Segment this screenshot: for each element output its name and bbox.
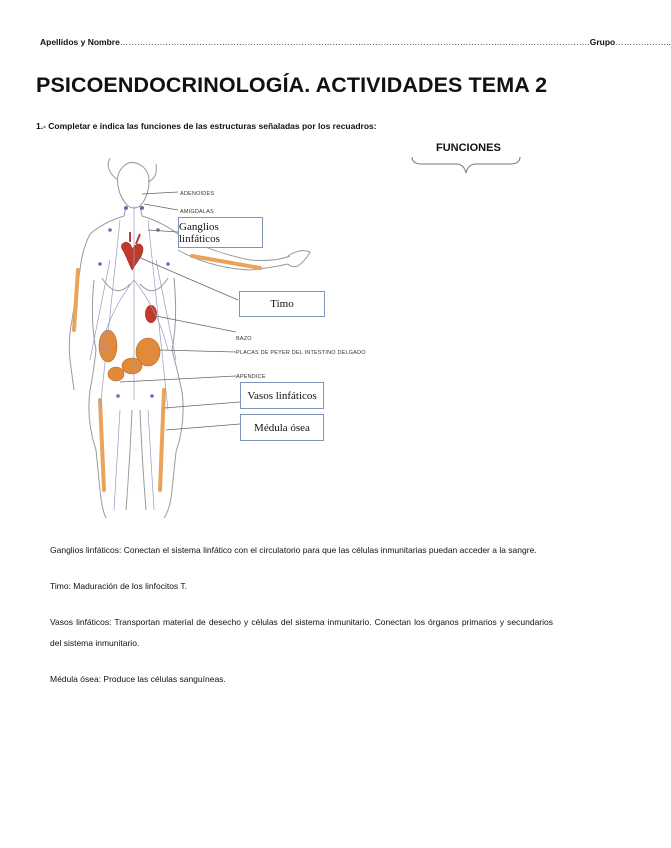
box-ganglios-text: Ganglios linfáticos (179, 220, 220, 245)
group-label: Grupo (589, 37, 616, 47)
box-vasos-linfaticos (240, 382, 324, 409)
question-1: 1.- Completar e indica las funciones de las estructuras señaladas por los recuadros: (36, 121, 377, 131)
answer-timo: Timo: Maduración de los linfocitos T. (50, 581, 188, 591)
annotation-adenoides: ADENOIDES (180, 191, 215, 197)
name-group-line (40, 37, 671, 47)
answer-vasos: Vasos linfáticos: Transportan material de desecho y células del sistema inmunitario. Conectan los órganos primarios y secundarios del sistema inmunitario. (50, 617, 553, 648)
box-medula-osea (240, 414, 324, 441)
answers-section (50, 540, 553, 705)
lymphatic-system-figure (60, 160, 400, 520)
answer-medula: Médula ósea: Produce las células sanguíneas. (50, 674, 226, 684)
name-dots: …………………………………………………………………………………………………………………………………………………. (119, 37, 590, 47)
group-dots: ……………….. (615, 37, 671, 47)
funciones-label: FUNCIONES (436, 142, 501, 154)
box-ganglios-linfaticos (178, 217, 263, 248)
box-timo-text: Timo (270, 298, 294, 310)
page-title: PSICOENDOCRINOLOGÍA. ACTIVIDADES TEMA 2 (36, 73, 548, 97)
annotation-amigdalas: AMIGDALAS (180, 209, 214, 215)
box-vasos-text: Vasos linfáticos (247, 389, 317, 402)
box-timo (239, 291, 325, 317)
name-label: Apellidos y Nombre (40, 37, 120, 47)
answer-ganglios: Ganglios linfáticos: Conectan el sistema linfático con el circulatorio para que las células inmunitarias puedan acceder a la sangre. (50, 545, 537, 555)
funciones-brace (410, 155, 522, 177)
annotation-bazo: BAZO (236, 336, 252, 342)
box-medula-text: Médula ósea (254, 421, 310, 434)
annotation-placas-peyer: PLACAS DE PEYER DEL INTESTINO DELGADO (236, 350, 366, 356)
annotation-apendice: APENDICE (236, 374, 266, 380)
